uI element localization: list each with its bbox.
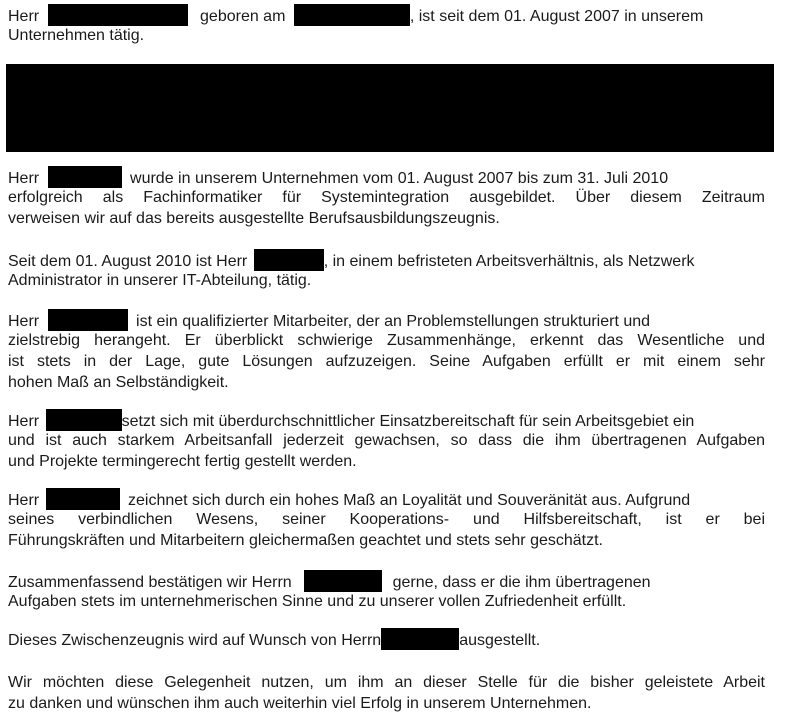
p1-herr: Herr — [8, 170, 40, 187]
intro-geboren: geboren am — [200, 8, 286, 25]
redacted-name — [48, 309, 128, 331]
p3-herr: Herr — [8, 313, 40, 330]
p4-rest: setzt sich mit überdurchschnittlicher Einsatzbereitschaft für sein Arbeitsgebiet ein — [121, 413, 695, 430]
redacted-name — [304, 570, 382, 592]
p5-herr: Herr — [8, 492, 40, 509]
p3-line-4: hohen Maß an Selbständigkeit. — [8, 374, 229, 391]
p2-a: Seit dem 01. August 2010 ist Herr — [8, 253, 248, 270]
intro-rest: , ist seit dem 01. August 2007 in unserem — [409, 8, 704, 25]
p2-line-2: Administrator in unserer IT-Abteilung, tätig. — [8, 272, 312, 289]
p1-rest: wurde in unserem Unternehmen vom 01. August 2007 bis zum 31. Juli 2010 — [130, 170, 669, 187]
p1-line-1 — [8, 166, 765, 189]
p1-line-3: verweisen wir auf das bereits ausgestellte Berufsausbildungszeugnis. — [8, 210, 500, 227]
p2-b: , in einem befristeten Arbeitsverhältnis, als Netzwerk — [323, 253, 695, 270]
redacted-birthdate — [294, 4, 410, 26]
p3-line-2: zielstrebig herangeht. Er überblickt schwierige Zusammenhänge, erkennt das Wesentliche und — [8, 332, 765, 349]
p7-a: Dieses Zwischenzeugnis wird auf Wunsch von Herrn — [8, 632, 382, 649]
redacted-name — [254, 249, 324, 271]
p3-rest: ist ein qualifizierter Mitarbeiter, der an Problemstellungen strukturiert und — [136, 313, 651, 330]
p8-line-1: Wir möchten diese Gelegenheit nutzen, um ihm an dieser Stelle für die bisher geleistete Arbeit — [8, 674, 765, 691]
p3-line-3: ist stets in der Lage, gute Lösungen aufzuzeigen. Seine Aufgaben erfüllt er mit einem sehr — [8, 353, 765, 370]
p7-line-1 — [8, 628, 765, 651]
redacted-name — [46, 409, 122, 431]
p5-line-2: seines verbindlichen Wesens, seiner Kooperations- und Hilfsbereitschaft, ist er bei — [8, 511, 765, 528]
redacted-name — [46, 488, 120, 510]
p5-rest: zeichnet sich durch ein hohes Maß an Loyalität und Souveränität aus. Aufgrund — [128, 492, 691, 509]
p6-line-1 — [8, 570, 765, 593]
p7-b: ausgestellt. — [459, 632, 541, 649]
p6-b: gerne, dass er die ihm übertragenen — [392, 574, 651, 591]
p2-line-1 — [8, 249, 765, 272]
p8-line-2: zu danken und wünschen ihm auch weiterhin viel Erfolg in unserem Unternehmen. — [8, 695, 592, 712]
p5-line-1 — [8, 488, 765, 511]
p4-line-2: und ist auch starkem Arbeitsanfall jederzeit gewachsen, so dass die ihm übertragenen Aufgaben — [8, 432, 765, 449]
redacted-name — [48, 4, 188, 26]
intro-line-2: Unternehmen tätig. — [8, 27, 145, 44]
redacted-name — [48, 166, 122, 188]
p5-line-3: Führungskräften und Mitarbeitern gleichermaßen geachtet und stets sehr geschätzt. — [8, 532, 603, 549]
p4-line-1 — [8, 409, 765, 432]
redacted-name — [381, 628, 459, 650]
p4-line-3: und Projekte termingerecht fertig gestellt werden. — [8, 453, 357, 470]
p6-a: Zusammenfassend bestätigen wir Herrn — [8, 574, 292, 591]
p3-line-1 — [8, 309, 765, 332]
p4-herr: Herr — [8, 413, 40, 430]
intro-herr: Herr — [8, 8, 40, 25]
intro-line-1 — [8, 4, 765, 27]
redacted-block — [6, 64, 774, 152]
p1-line-2: erfolgreich als Fachinformatiker für Systemintegration ausgebildet. Über diesem Zeitraum — [8, 189, 765, 206]
p6-line-2: Aufgaben stets im unternehmerischen Sinne und zu unserer vollen Zufriedenheit erfüllt. — [8, 593, 627, 610]
